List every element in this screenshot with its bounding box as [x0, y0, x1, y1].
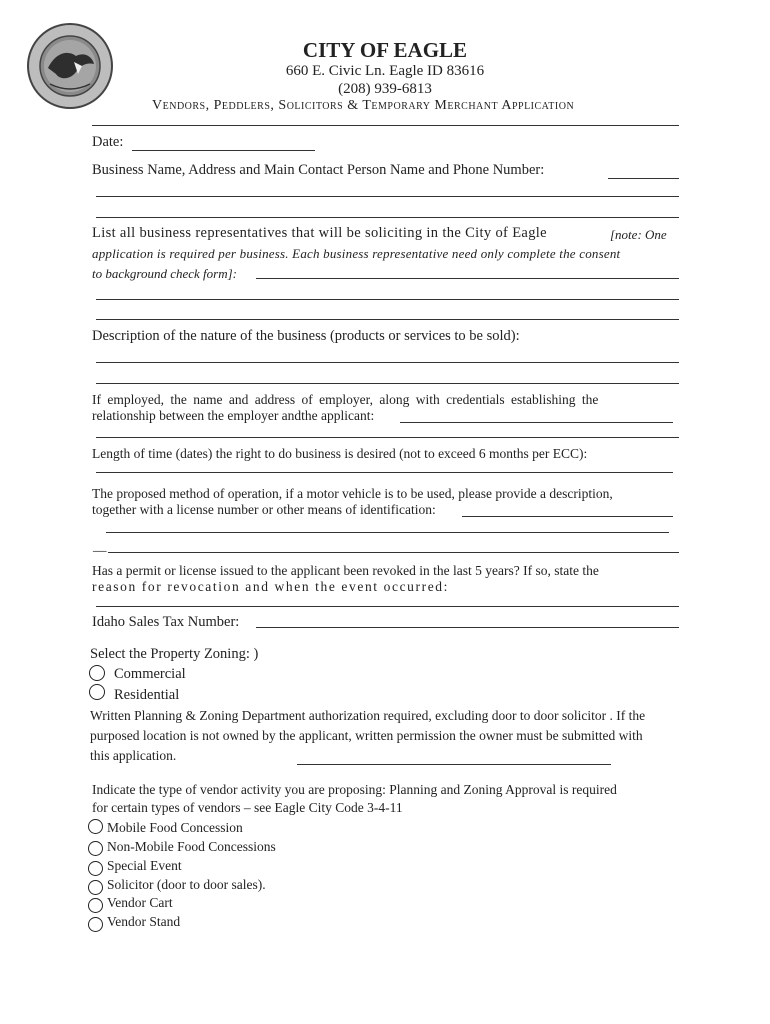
reps-note-2: application is required per business. Each business representative need only complete the consent	[92, 246, 621, 261]
vendor-stand-radio[interactable]	[88, 917, 103, 932]
vendor-special-event-label: Special Event	[107, 858, 182, 873]
vendor-special-event-radio[interactable]	[88, 861, 103, 876]
reps-input-line-3[interactable]	[96, 319, 679, 320]
vendor-non-mobile-food-label: Non-Mobile Food Concessions	[107, 839, 276, 854]
vendor-mobile-food-label: Mobile Food Concession	[107, 820, 243, 835]
header-divider	[92, 125, 679, 126]
reps-label: List all business representatives that will be soliciting in the City of Eagle	[92, 225, 547, 241]
zoning-note-1: Written Planning & Zoning Department authorization required, excluding door to door solicitor . If the	[90, 708, 646, 723]
business-label: Business Name, Address and Main Contact Person Name and Phone Number:	[92, 162, 545, 178]
reps-note-1: [note: One	[610, 227, 667, 242]
business-input-line-2[interactable]	[96, 196, 679, 197]
employer-input-line[interactable]	[400, 422, 673, 423]
business-input-line-3[interactable]	[96, 217, 679, 218]
zoning-residential-radio[interactable]	[89, 684, 105, 700]
description-input-line-2[interactable]	[96, 383, 679, 384]
reps-input-line[interactable]	[256, 278, 679, 279]
method-label-2: together with a license number or other means of identification:	[92, 502, 436, 517]
reps-input-line-2[interactable]	[96, 299, 679, 300]
employer-label-2: relationship between the employer andthe applicant:	[92, 408, 375, 423]
method-input-line-2[interactable]	[106, 532, 669, 533]
description-input-line[interactable]	[96, 362, 679, 363]
method-label: The proposed method of operation, if a motor vehicle is to be used, please provide a description,	[92, 486, 613, 501]
zoning-note-3: this application.	[90, 748, 177, 763]
vendor-cart-label: Vendor Cart	[107, 895, 173, 910]
method-input-line-3[interactable]	[108, 552, 679, 553]
revoked-label-2: reason for revocation and when the event occurred:	[92, 579, 450, 594]
employer-input-line-2[interactable]	[96, 437, 679, 438]
vendor-non-mobile-food-radio[interactable]	[88, 841, 103, 856]
vendor-cart-radio[interactable]	[88, 898, 103, 913]
business-input-line[interactable]	[608, 178, 679, 179]
zoning-commercial-label: Commercial	[114, 666, 186, 682]
city-phone: (208) 939-6813	[338, 81, 432, 97]
date-label: Date:	[92, 134, 124, 150]
method-dash: __	[93, 538, 107, 553]
date-input-line[interactable]	[132, 150, 315, 151]
zoning-commercial-radio[interactable]	[89, 665, 105, 681]
revoked-input-line[interactable]	[96, 606, 679, 607]
description-label: Description of the nature of the business (products or services to be sold):	[92, 328, 520, 344]
vendor-solicitor-label: Solicitor (door to door sales).	[107, 877, 266, 892]
form-subtitle: Vendors, Peddlers, Solicitors & Temporary Merchant Application	[152, 98, 575, 113]
vendor-solicitor-radio[interactable]	[88, 880, 103, 895]
vendor-stand-label: Vendor Stand	[107, 914, 181, 929]
reps-note-3: to background check form]:	[92, 266, 238, 281]
page-title: CITY OF EAGLE	[302, 38, 468, 62]
employer-label: If employed, the name and address of employer, along with credentials establishing the	[92, 392, 599, 407]
zoning-label: Select the Property Zoning: )	[90, 646, 259, 662]
revoked-label: Has a permit or license issued to the applicant been revoked in the last 5 years? If so, state the	[92, 563, 599, 578]
zoning-input-line[interactable]	[297, 764, 611, 765]
length-input-line[interactable]	[96, 472, 673, 473]
vendor-intro-1: Indicate the type of vendor activity you are proposing: Planning and Zoning Approval is required	[92, 782, 617, 797]
tax-input-line[interactable]	[256, 627, 679, 628]
tax-label: Idaho Sales Tax Number:	[92, 614, 240, 630]
zoning-note-2: purposed location is not owned by the applicant, written permission the owner must be submitted with	[90, 728, 643, 743]
vendor-mobile-food-radio[interactable]	[88, 819, 103, 834]
method-input-line[interactable]	[462, 516, 673, 517]
city-address: 660 E. Civic Ln. Eagle ID 83616	[285, 63, 485, 79]
zoning-residential-label: Residential	[114, 687, 180, 703]
vendor-intro-2: for certain types of vendors – see Eagle City Code 3-4-11	[92, 800, 403, 815]
length-label: Length of time (dates) the right to do business is desired (not to exceed 6 months per ECC):	[92, 446, 588, 461]
